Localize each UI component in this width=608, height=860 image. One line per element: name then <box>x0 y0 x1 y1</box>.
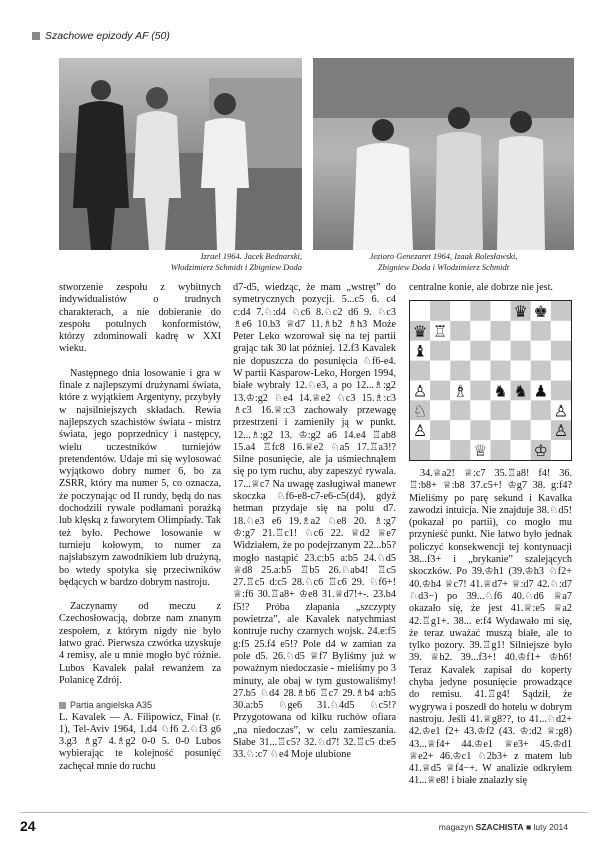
board-square <box>491 301 511 321</box>
page-header <box>32 30 170 42</box>
chess-piece: ♞ <box>513 381 528 401</box>
board-square <box>470 321 490 341</box>
board-square <box>470 420 490 440</box>
board-square <box>511 361 531 381</box>
paragraph: 34.♕a2! ♕:c7 35.♖a8! f4! 36. ♖:b8+ ♕:b8 37.c5+! ♔g7 38. g:f4? Mieliśmy po parę sekund i Kavalka zawodzi intuicja. Nie znajduje 38.♘d5! (pokazał po partii), co mogło mu przynieść punkt. Nie łatwo było jednak policzyć konsekwencji tej kontynuacji 38...f3+ i „brykanie” szalejących skoczków. Po 39.♔h1 (39.♔h3 ♘f2+ 40.♔h4 ♕c7! 41.♕d7+ ♕:d7 42.♘:d7 ♘d3−) po 39...♘f6 40.♘d6 ♕a7 okazało się, że jest 41.♕:e5 ♕a2 42.♖g1+. 38... e:f4 Wydawało mi się, że teraz uważać muszą białe, ale to tylko pozory. 39.♖g1! Silniejsze było 39. ♕b2. 39...f3+! 40.♔f1+ ♔h6! Teraz Kavalek zapisał do koperty chyba jedyne posunięcie prowadzące do remisu. 41.♖g4! Sądził, że wygrywa i poszedł do hotelu w dobrym nastroju. Jeśli 41.♕g8??, to 41...♘d2+ 42.♔e1 f2+ 43.♔f2 (43. ♔:d2 ♕:g8) 43...♕f4+ 44.♔e1 ♕e3+ 45.♔d1 ♕e2+ 46.♔c1 ♘2b3+ z matem lub 41.♕d5 ♕f4−+. W analizie odkryłem 41...♕e8! i białe znalazły się <box>409 468 572 787</box>
board-square <box>470 381 490 401</box>
board-square <box>531 321 551 341</box>
board-square <box>430 361 450 381</box>
paragraph: centralne konie, ale dobrze nie jest. <box>409 282 553 293</box>
section-label-text: Partia angielska A35 <box>70 700 153 711</box>
article-column-3-continued <box>409 468 572 788</box>
chess-piece: ♖ <box>433 321 448 341</box>
paragraph: L. Kavalek — A. Filipowicz, Finał (r. 1), Tel-Aviv 1964, 1.d4 ♘f6 2.♘f3 g6 3.g3 ♗g7 4.♗g2 0-0 5. 0-0 Lubos wybierając te kolejność posunięć zachęcał mnie do ruchu <box>59 711 221 772</box>
board-square <box>410 301 430 321</box>
board-square <box>551 301 571 321</box>
board-square <box>470 341 490 361</box>
board-square <box>511 341 531 361</box>
chess-piece: ♚ <box>533 301 548 321</box>
magazine-name: SZACHISTA <box>475 822 524 832</box>
board-square <box>491 361 511 381</box>
chess-diagram <box>409 300 572 461</box>
board-square <box>450 400 470 420</box>
board-square <box>511 321 531 341</box>
caption-left-line-2: Włodzimierz Schmidt i Zbigniew Doda <box>170 262 302 272</box>
board-square <box>511 440 531 460</box>
board-square <box>450 341 470 361</box>
board-square <box>450 440 470 460</box>
board-square <box>551 341 571 361</box>
chess-piece: ♛ <box>513 301 528 321</box>
photo-left <box>59 58 302 250</box>
footer-divider <box>20 812 588 813</box>
board-square <box>551 321 571 341</box>
chess-piece: ♞ <box>493 381 508 401</box>
board-square <box>551 361 571 381</box>
board-square <box>410 440 430 460</box>
article-column-2 <box>233 282 396 762</box>
board-square <box>430 420 450 440</box>
chess-piece: ♕ <box>473 441 488 460</box>
board-square <box>430 440 450 460</box>
board-square <box>491 420 511 440</box>
board-square <box>410 361 430 381</box>
board-square <box>470 400 490 420</box>
chess-board <box>410 301 571 460</box>
page-number: 24 <box>20 818 36 834</box>
issue-date: ■ luty 2014 <box>523 822 568 832</box>
chess-piece: ♙ <box>553 401 569 421</box>
board-square <box>450 420 470 440</box>
article-column-1 <box>59 282 221 773</box>
photo-right-caption <box>313 251 574 273</box>
chess-piece: ♙ <box>412 381 428 401</box>
chess-piece: ♝ <box>412 341 428 361</box>
board-square <box>531 420 551 440</box>
board-square <box>450 361 470 381</box>
chess-piece: ♗ <box>453 381 468 401</box>
board-square <box>450 301 470 321</box>
board-square <box>491 440 511 460</box>
caption-right-line-2: Zbigniew Doda i Włodzimierz Schmidt <box>377 262 510 272</box>
chess-piece: ♛ <box>412 321 428 341</box>
article-column-3 <box>409 282 572 294</box>
section-square-icon <box>59 702 66 709</box>
paragraph: stworzenie zespołu z wybitnych indywidualistów o trudnych charakterach, a nie dobieranie do zespołu potulnych konformistów, którzy zdominowali kadrę w XXI wieku. <box>59 282 221 355</box>
board-square <box>491 341 511 361</box>
chess-piece: ♟ <box>533 381 548 401</box>
board-square <box>470 361 490 381</box>
paragraph: d7-d5, wiedząc, że mam „wstręt” do symetrycznych pozycji. 5...c5 6. c4 c:d4 7.♘:d4 ♘c6 8.♘c2 d6 9. ♘c3 ♗e6 10.b3 ♕d7 11.♗b2 ♗h3 Może Peter Leko wzorował się na tej partii grając tak 30 lat później. 12.f3 Kavalek nie dopuszcza do posunięcia ♘f6-e4. W partii Kasparow-Leko, Horgen 1994, białe wybrały 12.♘e3, a po 12...♗:g2 13.♔:g2 ♘e4 14.♕e2 ♘c3 15.♗:c3 ♗c3 16.♕:c3 zachowały przewagę przestrzeni i zamieniły ją w punkt. 12...♗:g2 13. ♔:g2 a6 14.e4 ♖ab8 15.a4 ♖fc8 16.♕e2 ♘a5 17.♖a3!? Silne posunięcie, ale ja uśmiechnąłem się po tym ruchu, aby zapeszyć rywala. 17...♕c7 Na uwagę zasługiwał manewr skoczka ♘f6-e8-c7-e6-c5(d4), gdyż hetman przydaje się na polu d7. 18.♘e3 e6 19.♗a2 ♘e8 20. ♗:g7 ♔:g7 21.♖c1! ♘c6 22. ♕d2 ♕e7 Widziałem, że po podejrzanym 22...b5? mogło nastąpić 23.c:b5 a:b5 24.♘d5 ♕d8 25.a:b5 ♖b5 26.♘ab4! ♖c5 27.♖c5 d:c5 28.♘c6 ♖c6 29. ♘f6+! ♕:f6 30.♖a8+ ♔e8 31.♕d7!+-. 23.b4 f5!? Próba złapania „szczypty powietrza”, ale Kavalek natychmiast kontruje ruchy czarnych wojsk. 24.e:f5 g:f5 25.f4 e5!? Pole d4 w zamian za pole d5. 26.♘d5 ♕f7 Byliśmy już w poważnym niedoczasie - mieliśmy po 3 minuty, ale obaj w tym gustowaliśmy! 27.b5 ♘d4 28.♗b6 ♖c7 29.♗b4 a:b5 30.a:b5 ♘ge6 31.♘4d5 ♘c5!? Przygotowana od kilku ruchów ofiara „na niedoczas”, w celu zamieszania. Słabe 31...♖c5? 32.♘d7! 32.♖c5 d:e5 33.♘:c7 ♘e4 Moje ulubione <box>233 282 396 761</box>
header-title: Szachowe epizody AF (50) <box>45 30 170 42</box>
board-square <box>511 420 531 440</box>
paragraph: Zaczynamy od meczu z Czechosłowacją, dobrze nam znanym zespołem, z którym nigdy nie było łatwo grać. Pierwsza czwórka uzyskuje 4 remisy, ale u mnie mogło być różnie. Lubos Kavalek pałał rewanżem za Polanicę Zdrój. <box>59 601 221 686</box>
photo-right <box>313 58 574 250</box>
header-square-icon <box>32 32 40 40</box>
board-square <box>430 301 450 321</box>
board-square <box>551 440 571 460</box>
board-square <box>491 321 511 341</box>
board-square <box>511 400 531 420</box>
caption-right-line-1: Jezioro Genezaret 1964, Izaak Bolesławski, <box>369 251 518 261</box>
board-square <box>450 321 470 341</box>
chess-piece: ♙ <box>553 421 569 441</box>
magazine-prefix: magazyn <box>438 822 476 832</box>
chess-piece: ♙ <box>412 421 428 441</box>
board-square <box>491 400 511 420</box>
chess-piece: ♔ <box>533 441 548 460</box>
board-square <box>531 361 551 381</box>
section-label <box>59 699 221 711</box>
magazine-footer <box>439 822 568 832</box>
caption-left-line-1: Izrael 1964. Jacek Bednarski, <box>200 251 302 261</box>
board-square <box>531 400 551 420</box>
photo-left-caption <box>59 251 302 273</box>
paragraph: Następnego dnia losowanie i gra w finale z najlepszymi drużynami świata, które z wyjątkiem Argentyny, przybyły w najsilniejszych składach. Rewia najlepszych szachistów świata - mistrz świata, jego poprzednicy i następcy, wielu uczestników turniejów pretendentów. Udaje mi się wylosować wyjątkowo dobry numer 6, bo za ZSRR, który ma numer 5, co oznacza, że poczynając od II rundy, będą do nas dochodzili rywale podłamani porażką lub klęską z faworytem Olimpiady. Tak też było. Pechowe losowanie w turnieju kołowym, to numer za najsłabszym zawodnikiem lub drużyną, bo wtedy spotyka się przeciwników będących w bardzo dobrym nastroju. <box>59 367 221 588</box>
board-square <box>470 301 490 321</box>
board-square <box>430 400 450 420</box>
board-square <box>430 341 450 361</box>
board-square <box>430 381 450 401</box>
board-square <box>531 341 551 361</box>
board-square <box>551 381 571 401</box>
chess-piece: ♘ <box>412 401 428 421</box>
